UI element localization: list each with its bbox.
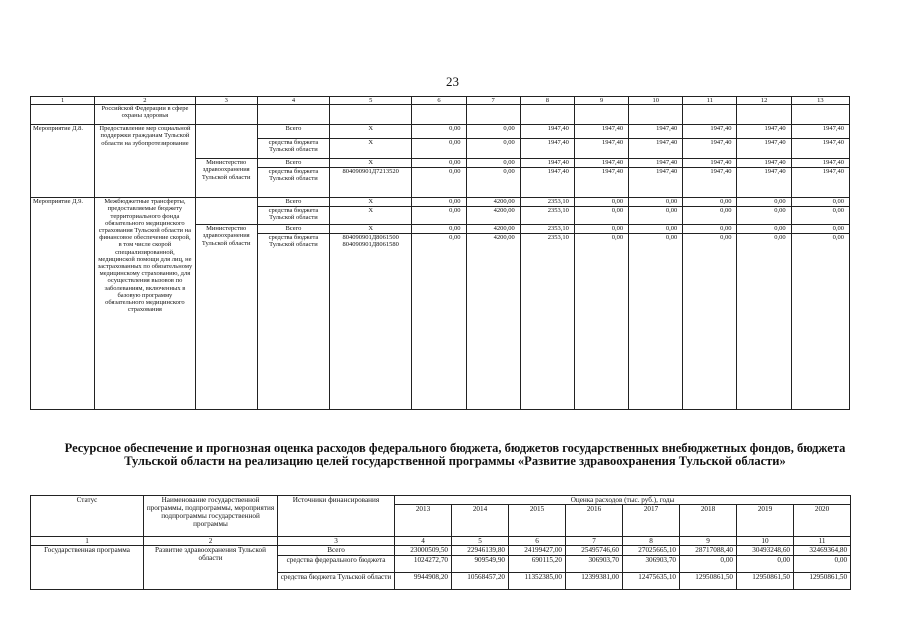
year: 2016 <box>566 505 623 537</box>
resource-table <box>30 495 851 590</box>
table-row: Государственная программа Развитие здравоохранения Тульской области Всего 23000509,50 22946139,80 24199427,00 25495746,60 27025665,10 28717088,40 30493248,60 32469364,80 <box>31 546 851 556</box>
col-num: 12 <box>737 97 791 105</box>
col-num: 8 <box>520 97 574 105</box>
program-table-continued <box>30 96 850 410</box>
page-number: 23 <box>446 74 459 89</box>
year: 2017 <box>623 505 680 537</box>
table-row: средства бюджета Тульской области 804090901Д7213520 0,00 0,00 1947,40 1947,40 1947,40 1947,40 1947,40 1947,40 <box>31 168 850 198</box>
table-row: средства бюджета Тульской области Х 0,00 4200,00 2353,10 0,00 0,00 0,00 0,00 0,00 <box>31 207 850 225</box>
year: 2019 <box>737 505 794 537</box>
table-row: средства бюджета Тульской области 9944908,20 10568457,20 11352385,00 12399381,00 12475635,10 12950861,50 12950861,50 12950861,50 <box>31 573 851 590</box>
continued-text: Российской Федерации в сфере охраны здоровья <box>95 105 195 125</box>
col-num: 4 <box>257 97 329 105</box>
col-num: 6 <box>412 97 466 105</box>
header-number-row: 1 2 3 4 5 6 7 8 9 10 11 <box>31 537 851 546</box>
header-source: Источники финансирования <box>278 496 395 537</box>
header-number-row <box>31 97 850 105</box>
col-num: 9 <box>574 97 628 105</box>
col-num: 13 <box>791 97 849 105</box>
col-num: 3 <box>195 97 257 105</box>
measure-name: Межбюджетные трансферты, предоставляемые бюджету территориального фонда обязательного медицинского страхования Тульской области на финансовое обеспечение скорой, в том числе скорой специализированной, медицинской помощи для лиц, не застрахованных по обязательному медицинскому страхованию, для осуществления вызовов по заболеваниям, включенных в базовую программу обязательного медицинского страхования <box>95 198 195 410</box>
program-name: Развитие здравоохранения Тульской области <box>144 546 278 590</box>
table-row: средства федерального бюджета 1024272,70 909549,90 690115,20 306903,70 306903,70 0,00 0,00 0,00 <box>31 556 851 573</box>
header-name: Наименование государственной программы, подпрограммы, мероприятия подпрограммы государственной программы <box>144 496 278 537</box>
measure-label: Мероприятие Д.8. <box>31 125 95 198</box>
col-num: 11 <box>683 97 737 105</box>
executor: Министерство здравоохранения Тульской области <box>195 159 257 198</box>
col-num: 2 <box>95 97 195 105</box>
year: 2018 <box>680 505 737 537</box>
year: 2020 <box>794 505 851 537</box>
col-num: 1 <box>31 97 95 105</box>
measure-name: Предоставление мер социальной поддержки гражданам Тульской области на зубопротезирование <box>95 125 195 198</box>
measure-label: Мероприятие Д.9. <box>31 198 95 410</box>
continuation-row <box>31 105 850 125</box>
header-estimate: Оценка расходов (тыс. руб.), годы <box>395 496 851 505</box>
table-row: Мероприятие Д.9. Межбюджетные трансферты, предоставляемые бюджету территориального фонда обязательного медицинского страхования Тульской области на финансовое обеспечение скорой, в том числе скорой специализированной, медицинской помощи для лиц, не застрахованных по обязательному медицинскому страхованию, для осуществления вызовов по заболеваниям, включенных в базовую программу обязательного медицинского страхования Всего Х 0,00 4200,00 2353,10 0,00 0,00 0,00 0,00 0,00 <box>31 198 850 207</box>
year: 2015 <box>509 505 566 537</box>
col-num: 5 <box>330 97 412 105</box>
status-cell: Государственная программа <box>31 546 144 590</box>
executor: Министерство здравоохранения Тульской области <box>195 225 257 410</box>
year: 2014 <box>452 505 509 537</box>
table-row: Министерство здравоохранения Тульской области Всего Х 0,00 4200,00 2353,10 0,00 0,00 0,00 0,00 0,00 <box>31 225 850 234</box>
section-title: Ресурсное обеспечение и прогнозная оценка расходов федерального бюджета, бюджетов государственных внебюджетных фондов, бюджета Тульской области на реализацию целей государственной программы «Развитие здравоохранения Тульской области» <box>64 441 846 468</box>
year: 2013 <box>395 505 452 537</box>
table-row: средства бюджета Тульской области Х 0,00 0,00 1947,40 1947,40 1947,40 1947,40 1947,40 1947,40 <box>31 139 850 159</box>
header-row <box>31 496 851 505</box>
table-row: средства бюджета Тульской области 804090901Д8061500 804090901Д8061580 0,00 4200,00 2353,10 0,00 0,00 0,00 0,00 0,00 <box>31 234 850 410</box>
header-status: Статус <box>31 496 144 537</box>
table-row: Мероприятие Д.8. Предоставление мер социальной поддержки гражданам Тульской области на зубопротезирование Всего Х 0,00 0,00 1947,40 1947,40 1947,40 1947,40 1947,40 1947,40 <box>31 125 850 139</box>
col-num: 10 <box>629 97 683 105</box>
table-row: Министерство здравоохранения Тульской области Всего Х 0,00 0,00 1947,40 1947,40 1947,40 1947,40 1947,40 1947,40 <box>31 159 850 168</box>
col-num: 7 <box>466 97 520 105</box>
